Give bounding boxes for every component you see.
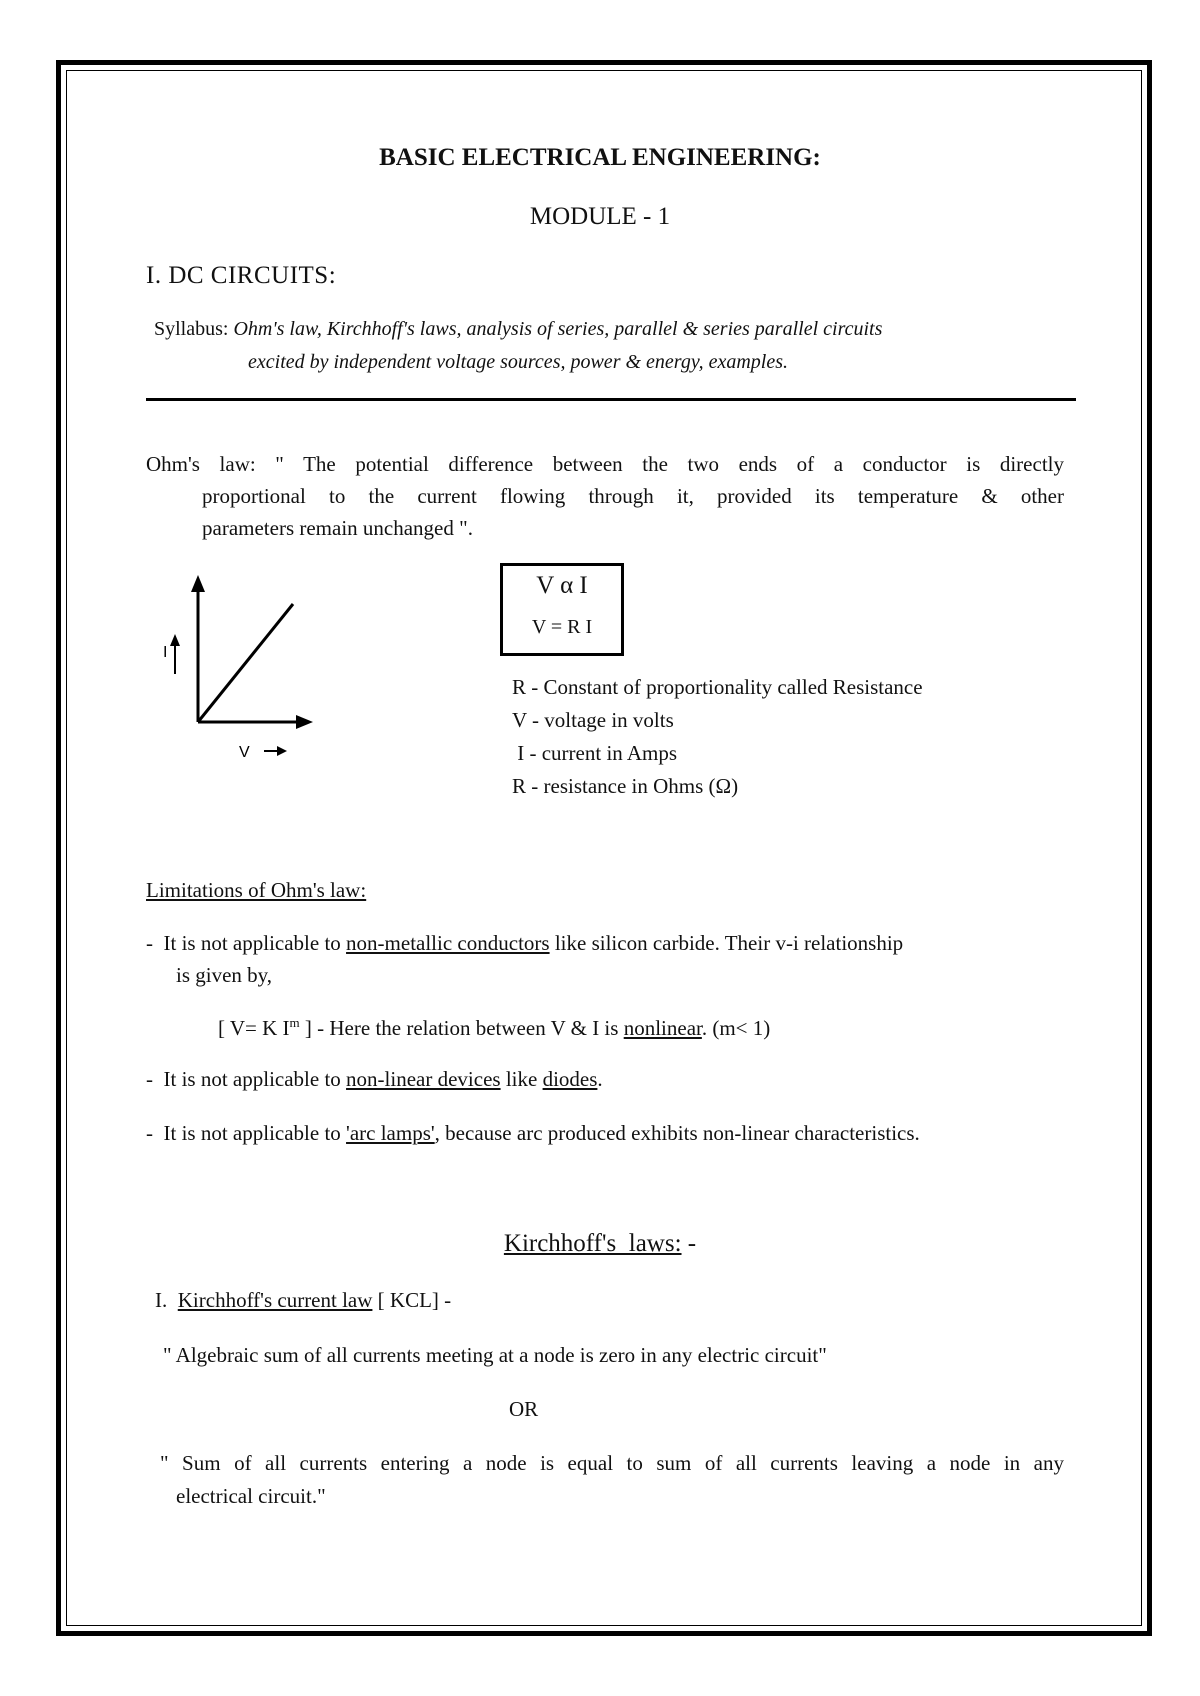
kcl-statement-2-line-1: " Sum of all currents entering a node is equal to sum of all currents leaving a node in any: [160, 1451, 1064, 1475]
ohms-law-formula-box: [500, 563, 624, 656]
graph-proportional-line: [198, 604, 293, 722]
legend-item: R - resistance in Ohms (Ω): [512, 774, 739, 798]
or-separator: OR: [509, 1397, 539, 1421]
section-heading: I. DC CIRCUITS:: [146, 262, 337, 289]
diodes-term: diodes: [542, 1067, 598, 1091]
arc-lamps-term: 'arc lamps': [346, 1121, 435, 1145]
syllabus-line-2: excited by independent voltage sources, power & energy, examples.: [248, 351, 789, 373]
limitations-heading: Limitations of Ohm's law:: [146, 878, 367, 902]
legend-item: I - current in Amps: [512, 741, 678, 765]
y-axis-arrowhead: [191, 575, 205, 592]
formula-equation: V = R I: [531, 616, 593, 638]
syllabus-topics: Ohm's law, Kirchhoff's laws, analysis of series, parallel & series parallel circuits: [233, 318, 883, 340]
limitation-item-1: - It is not applicable to non-metallic conductors like silicon carbide. Their v-i relationship: [146, 931, 904, 955]
exponent-m: m: [289, 1015, 300, 1030]
ohms-law-line-1: Ohm's law: " The potential difference between the two ends of a conductor is directly: [146, 452, 1064, 476]
non-metallic-conductors-term: non-metallic conductors: [346, 931, 550, 955]
graph-x-label: V: [239, 744, 250, 761]
ohms-law-line-2: proportional to the current flowing through it, provided its temperature & other: [202, 484, 1064, 508]
ohms-law-line-3: parameters remain unchanged ".: [202, 516, 473, 540]
formula-proportion: V α I: [536, 572, 588, 599]
limitation-item-3: - It is not applicable to 'arc lamps', because arc produced exhibits non-linear characteristics.: [146, 1121, 920, 1145]
document-title: BASIC ELECTRICAL ENGINEERING:: [379, 144, 821, 171]
legend-item: R - Constant of proportionality called Resistance: [512, 675, 923, 699]
limitation-item-1-cont: is given by,: [176, 963, 273, 987]
non-linear-devices-term: non-linear devices: [346, 1067, 501, 1091]
kcl-statement-2-line-2: electrical circuit.": [176, 1484, 326, 1508]
nonlinear-equation: [ V= K $I^m$ ] - Here the relation between V & I is nonlinear. (m< 1): [218, 1015, 771, 1040]
nonlinear-term: nonlinear: [623, 1016, 702, 1040]
module-heading: MODULE - 1: [529, 203, 671, 230]
kcl-title: Kirchhoff's current law: [177, 1288, 373, 1312]
syllabus-label: Syllabus:: [154, 318, 234, 340]
kcl-heading: I. Kirchhoff's current law [ KCL] -: [155, 1288, 452, 1312]
kcl-statement-1: " Algebraic sum of all currents meeting at a node is zero in any electric circuit": [163, 1343, 827, 1367]
limitation-item-2: - It is not applicable to non-linear devices like diodes.: [146, 1067, 603, 1091]
graph-y-label: I: [163, 644, 168, 661]
legend-item: V - voltage in volts: [512, 708, 674, 732]
x-axis-arrowhead: [296, 715, 313, 729]
kirchhoff-heading: Kirchhoff's laws: -: [503, 1230, 697, 1257]
